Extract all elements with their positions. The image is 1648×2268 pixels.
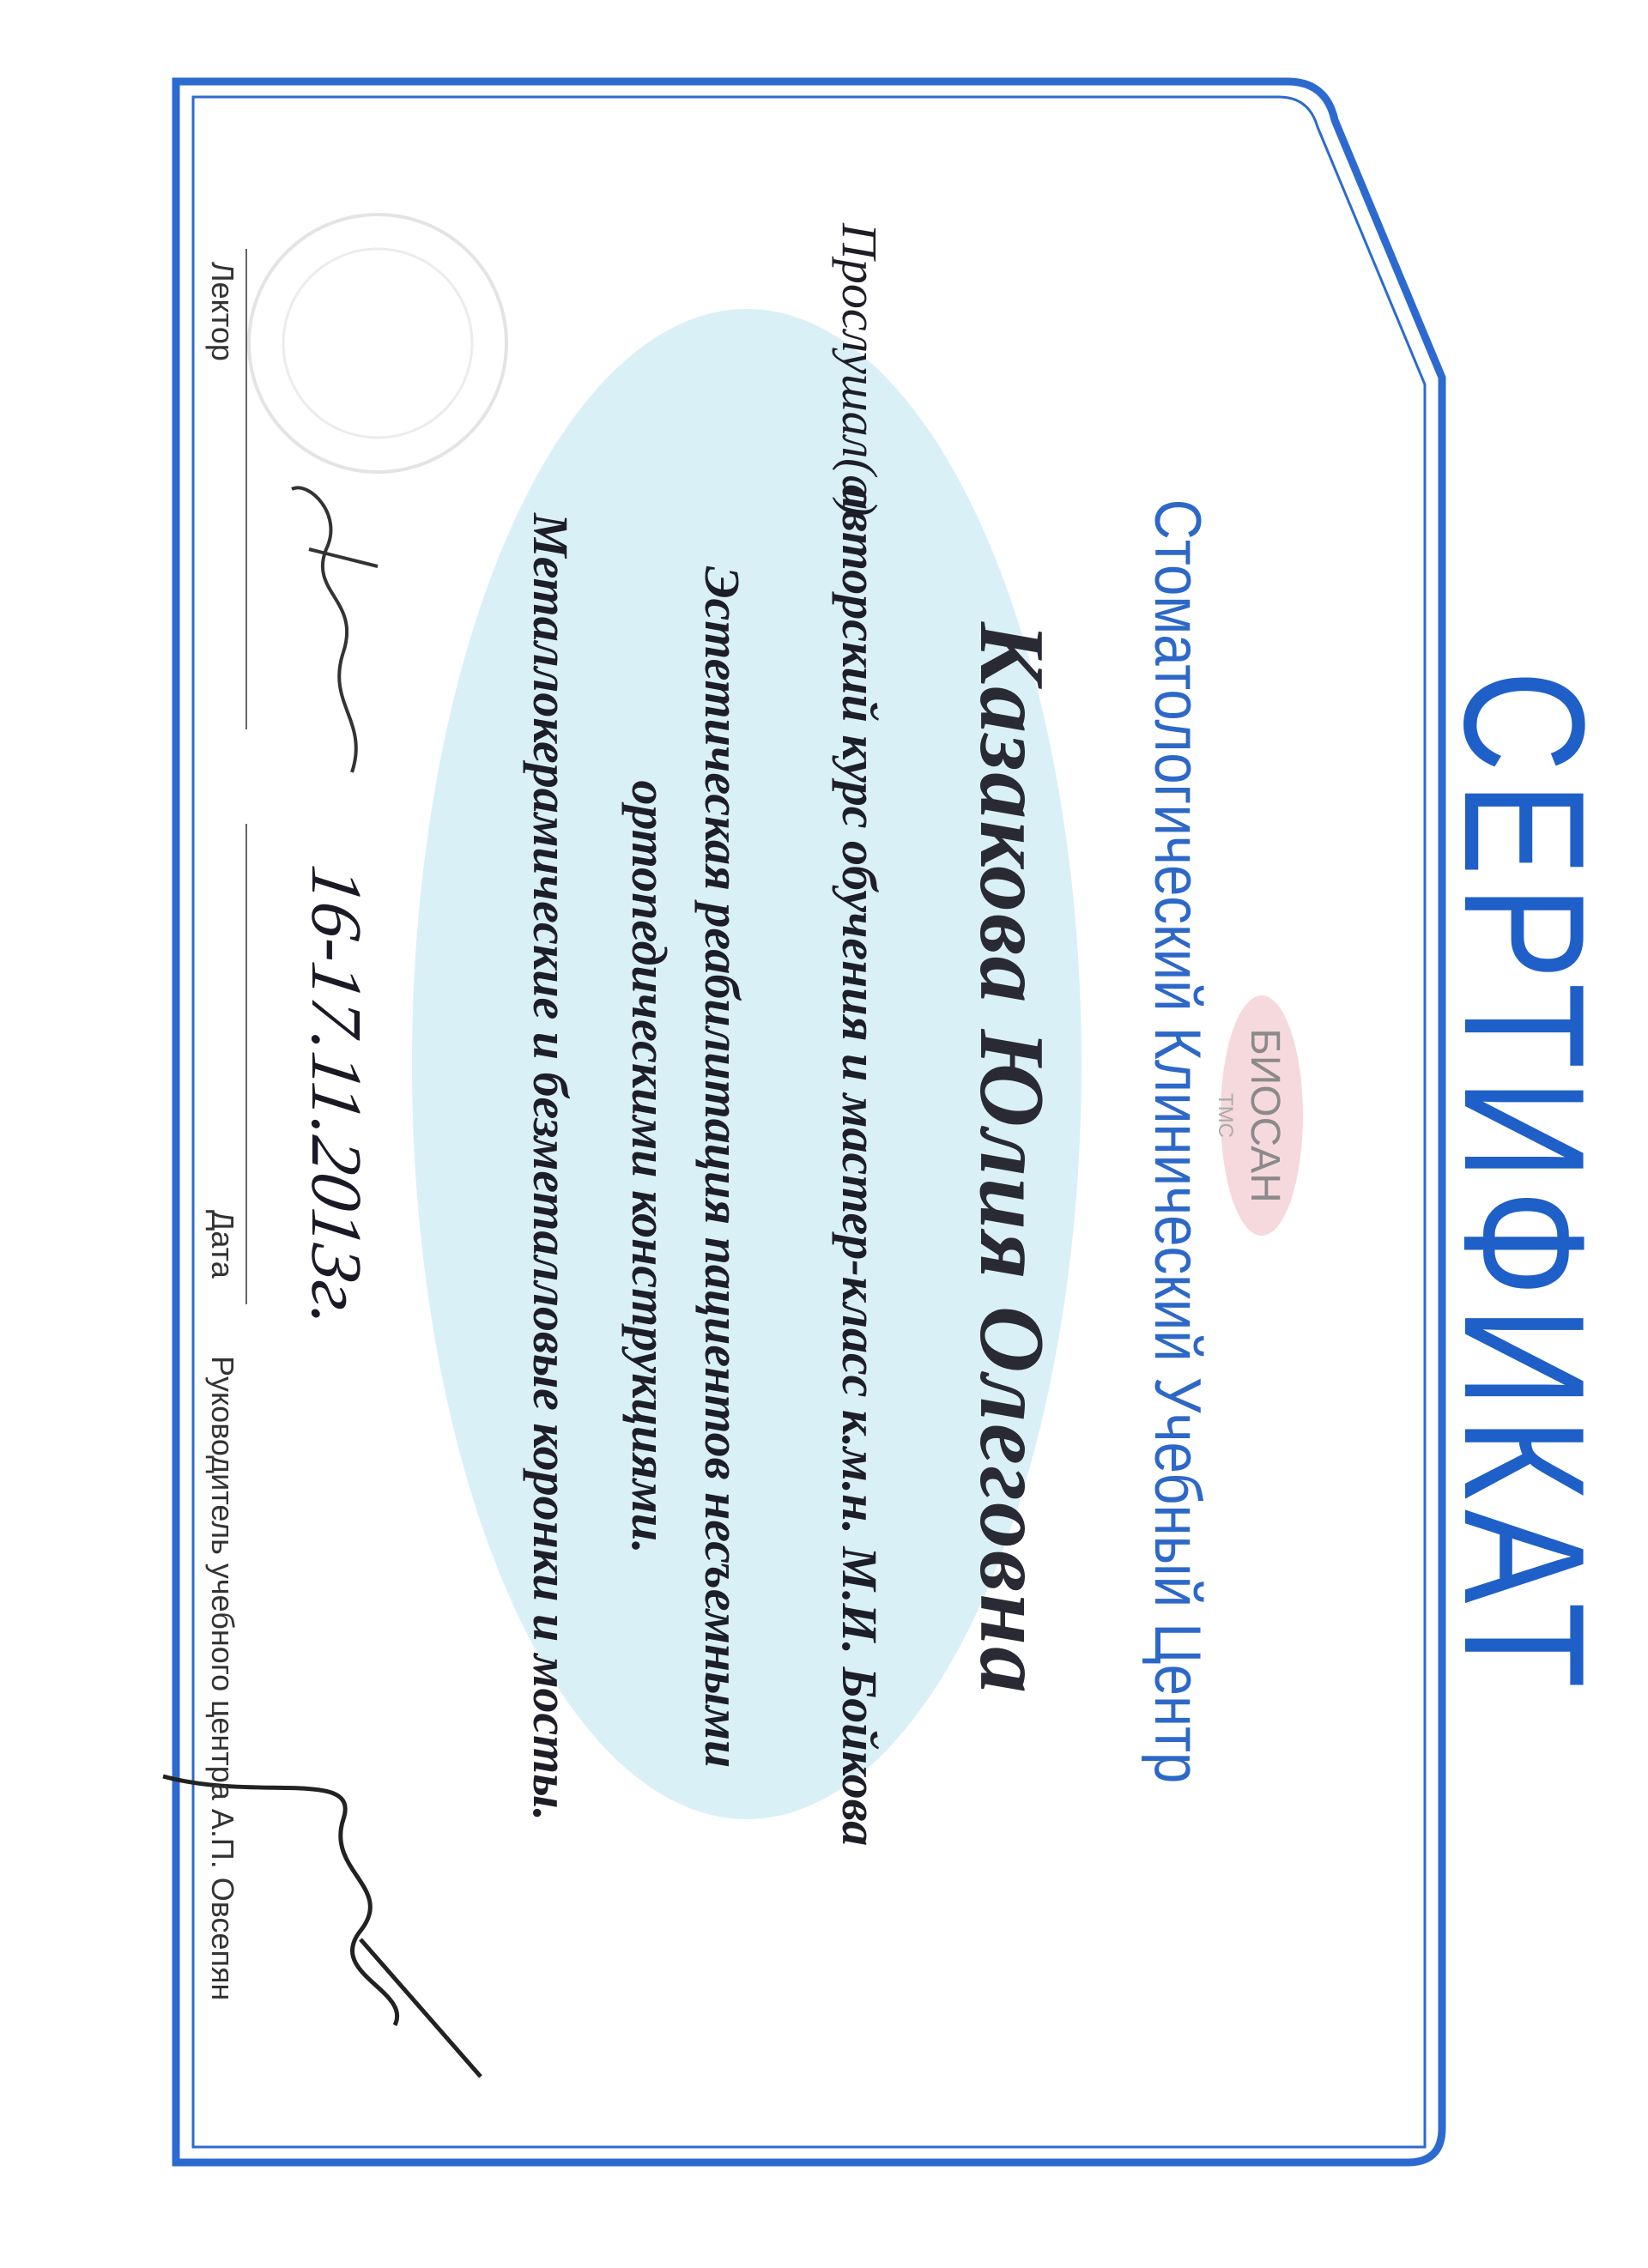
course-topic: Металлокерамические и безметалловые коронки и мосты. xyxy=(523,512,579,1822)
listened-label: Прослушал(а) xyxy=(832,223,888,517)
certificate-title: СЕРТИФИКАТ xyxy=(1428,670,1620,1698)
date-caption: Дата xyxy=(205,1210,240,1279)
organization-name: Стоматологический Клинический Учебный Центр xyxy=(1141,499,1214,1784)
lector-signature-line xyxy=(245,249,247,729)
course-date: 16-17.11.2013г. xyxy=(296,861,376,1333)
lector-caption: Лектор xyxy=(205,262,240,361)
course-title-line1: Эстетическая реабилитация пациентов несъемными xyxy=(694,565,750,1769)
biosan-logo xyxy=(1210,987,1305,1244)
svg-text:БИОСАН: БИОСАН xyxy=(1242,1028,1288,1203)
date-line xyxy=(245,824,247,1304)
course-description: авторский курс обучения и мастер-класс к.м.н. М.И. Бойкова xyxy=(832,485,888,1847)
course-title-line2: ортопедическими конструкциями. xyxy=(621,780,677,1554)
svg-text:ТМС: ТМС xyxy=(1214,1093,1237,1138)
participant-name: Казакова Юлия Олеговна xyxy=(960,621,1063,1696)
head-caption: Руководитель учебного центра А.П. Овсепян xyxy=(205,1356,240,2001)
